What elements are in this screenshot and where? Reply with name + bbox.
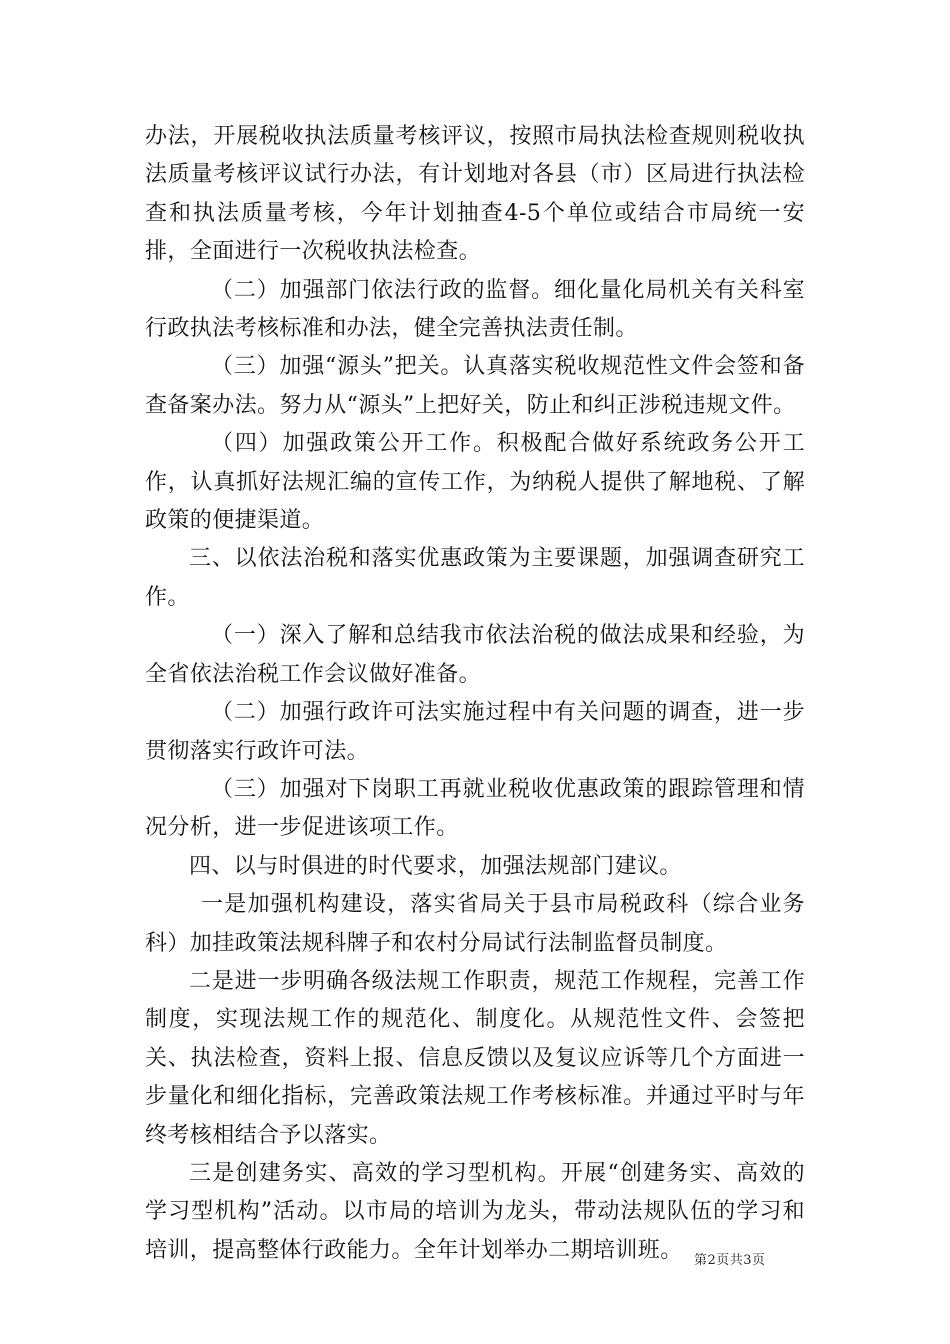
paragraph-item-2-4: （四）加强政策公开工作。积极配合做好系统政务公开工作，认真抓好法规汇编的宣传工作，为纳税人提供了解地税、了解政策的便捷渠道。 bbox=[145, 431, 805, 534]
paragraph-item-3-1: （一）深入了解和总结我市依法治税的做法成果和经验，为全省依法治税工作会议做好准备。 bbox=[145, 623, 805, 687]
paragraph-item-3-2: （二）加强行政许可法实施过程中有关问题的调查，进一步贯彻落实行政许可法。 bbox=[145, 700, 805, 764]
paragraph-continuation: 办法，开展税收执法质量考核评议，按照市局执法检查规则税收执法质量考核评议试行办法，有计划地对各县（市）区局进行执法检查和执法质量考核，今年计划抽查4-5个单位或结合市局统一安排，全面进行一次税收执法检查。 bbox=[145, 124, 805, 265]
document-body bbox=[145, 118, 805, 1270]
paragraph-item-2-2: （二）加强部门依法行政的监督。细化量化局机关有关科室行政执法考核标准和办法，健全完善执法责任制。 bbox=[145, 277, 805, 342]
paragraph-item-4-3: 三是创建务实、高效的学习型机构。开展“创建务实、高效的学习型机构”活动。以市局的培训为龙头，带动法规队伍的学习和培训，提高整体行政能力。全年计划举办二期培训班。 bbox=[145, 1160, 805, 1263]
section-heading-3: 三、以依法治税和落实优惠政策为主要课题，加强调查研究工作。 bbox=[145, 546, 805, 610]
page-number-footer: 第2页共3页 bbox=[694, 1253, 766, 1268]
paragraph-item-3-3: （三）加强对下岗职工再就业税收优惠政策的跟踪管理和情况分析，进一步促进该项工作。 bbox=[145, 776, 805, 841]
section-heading-4: 四、以与时俱进的时代要求，加强法规部门建议。 bbox=[189, 853, 682, 879]
paragraph-item-2-3: （三）加强“源头”把关。认真落实税收规范性文件会签和备查备案办法。努力从“源头”上把好关，防止和纠正涉税违规文件。 bbox=[145, 354, 805, 418]
paragraph-item-4-2: 二是进一步明确各级法规工作职责，规范工作规程，完善工作制度，实现法规工作的规范化、制度化。从规范性文件、会签把关、执法检查，资料上报、信息反馈以及复议应诉等几个方面进一步量化和细化指标，完善政策法规工作考核标准。并通过平时与年终考核相结合予以落实。 bbox=[145, 968, 805, 1148]
paragraph-item-4-1: 一是加强机构建设，落实省局关于县市局税政科（综合业务科）加挂政策法规科牌子和农村分局试行法制监督员制度。 bbox=[145, 892, 805, 956]
